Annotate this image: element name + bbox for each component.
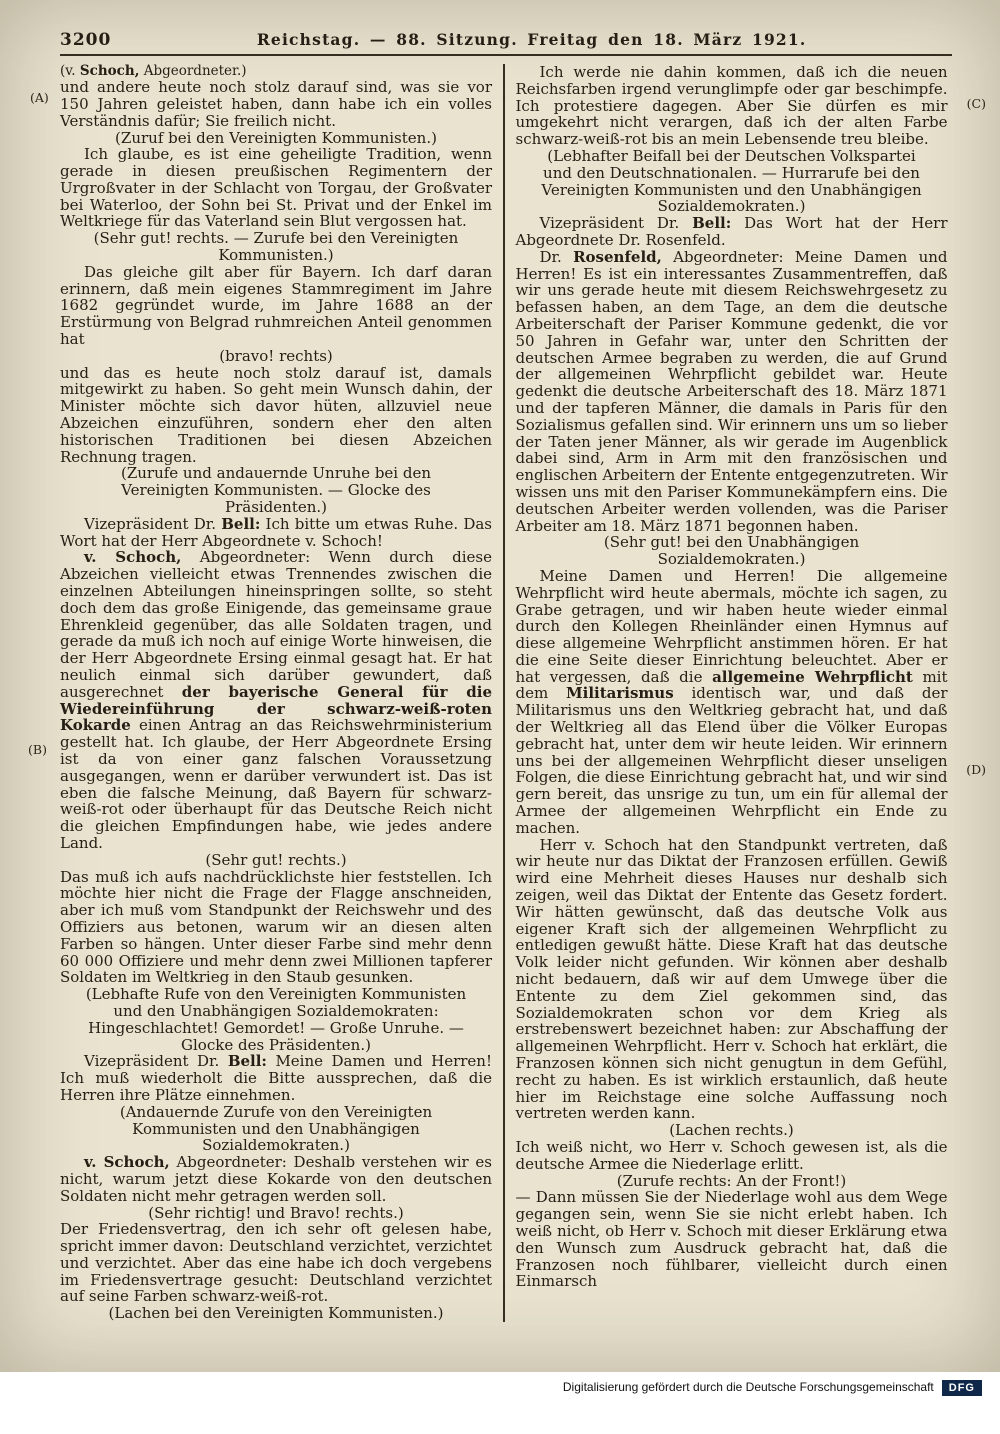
stage-direction: (Zurufe und andauernde Unruhe bei den Vereinigten Kommunisten. — Glocke des Präsidenten.) <box>120 464 432 517</box>
running-title: Reichstag. — 88. Sitzung. Freitag den 18. März 1921. <box>256 30 807 49</box>
speaker-paragraph: v. Schoch, Abgeordneter: Wenn durch diese Abzeichen vielleicht etwas Trennendes zwischen die einzelnen Abteilungen hineinspringen sollte, so steht doch dem das große Einigende, das gemeinsame graue Ehrenkleid gegenüber, das alle Soldaten tragen, und gerade da muß ich noch auf einige Worte hinweisen, die der Herr Abgeordnete Ersing einmal gesagt hat. Er hat neulich einmal sich darüber gewundert, daß ausgerechnet der bayerische General für die Wiedereinführung der schwarz-weiß-roten Kokarde einen Antrag an das Reichswehrministerium gestellt hat. Ich glaube, der Herr Abgeordnete Ersing ist da von einer ganz falschen Voraussetzung ausgegangen, wenn er darüber verwundert ist. Das ist eben die falsche Meinung, daß Bayern für schwarz-weiß-rot oder überhaupt für das Deutsche Reich nicht die gleichen Empfindungen habe, wie jedes andere Land. <box>60 548 492 852</box>
margin-marker-b: (B) <box>28 742 47 757</box>
column-divider <box>503 64 505 1322</box>
stage-direction: (Sehr richtig! und Bravo! rechts.) <box>148 1203 404 1222</box>
page-header <box>60 30 952 56</box>
stage-direction: (Lachen rechts.) <box>669 1121 794 1140</box>
text-columns <box>60 64 952 1322</box>
stage-direction: (Zurufe rechts: An der Front!) <box>616 1171 847 1190</box>
digitization-footer <box>0 1372 1000 1434</box>
left-column <box>60 64 492 1322</box>
paragraph: Meine Damen und Herren! Die allgemeine Wehrpflicht wird heute abermals, möchte ich sagen, zu Grabe getragen, und wir haben heute wieder einmal durch den Kollegen Rheinländer einen Hymnus auf diese allgemeine Wehrpflicht anstimmen hören. Er hat die eine Seite dieser Einrichtung beleuchtet. Aber er hat vergessen, daß die allgemeine Wehrpflicht mit dem Militarismus identisch war, und daß der Militarismus uns den Weltkrieg gebracht hat, und daß der Weltkrieg all das Elend über die Völker Europas gebracht hat, unter dem wir heute leiden. Wir erinnern uns bei der allgemeinen Wehrpflicht dieser unseligen Folgen, die diese Einrichtung gebracht hat, und wir sind gern bereit, das unsrige zu tun, um ein für allemal der Armee der allgemeinen Wehrpflicht ein Ende zu machen. <box>515 566 948 837</box>
stage-direction: (Sehr gut! rechts.) <box>205 850 347 869</box>
paragraph: Ich werde nie dahin kommen, daß ich die neuen Reichsfarben irgend verunglimpfe oder gar beschimpfe. Ich protestiere dagegen. Aber Sie dürfen es mir umgekehrt nicht verargen, daß ich der alten Farbe schwarz-weiß-rot bis an mein Lebensende treu bleibe. <box>515 63 948 149</box>
margin-marker-a: (A) <box>30 90 49 105</box>
paragraph: Herr v. Schoch hat den Standpunkt vertreten, daß wir heute nur das Diktat der Franzosen erfüllen. Gewiß wird eine Mehrheit dieses Hauses nur deshalb sich zeigen, weil das Diktat der Entente das Gesetz fordert. Wir hätten gewünscht, daß das deutsche Volk aus eigener Kraft sich der allgemeinen Wehrpflicht zu entledigen gewußt hätte. Diese Kraft hat das deutsche Volk leider nicht gefunden. Wir können aber deshalb nicht bedauern, daß wir auf dem Umwege über die Entente zu dem Ziel gekommen sind, das Sozialdemokraten schon vor dem Krieg als erstrebenswert bezeichnet haben: zur Abschaffung der allgemeinen Wehrpflicht. Herr v. Schoch hat erklärt, die Franzosen können sich nicht genugtun in dem Gefühl, recht zu haben. Es ist wirklich erstaunlich, daß heute hier im Reichstage eine solche Auffassung noch vertreten werden kann. <box>515 835 948 1123</box>
paragraph: Das muß ich aufs nachdrücklichste hier feststellen. Ich möchte hier nicht die Frage der Flagge anschneiden, aber ich muß vom Standpunkt der Reichswehr und des Offiziers aus betonen, warum wir an diesen alten Farben so hängen. Unter dieser Farbe sind mehr denn 60 000 Offiziere und mehr denn zwei Millionen tapferer Soldaten im Weltkrieg in den Staub gesunken. <box>60 867 492 987</box>
speaker-paragraph: Vizepräsident Dr. Bell: Das Wort hat der Herr Abgeordnete Dr. Rosenfeld. <box>515 214 948 249</box>
right-column <box>516 64 948 1322</box>
dfg-logo: DFG <box>942 1380 982 1396</box>
continuation-note: (v. Schoch, Abgeordneter.) <box>60 63 247 79</box>
margin-marker-d: (D) <box>966 762 986 777</box>
paragraph: Ich weiß nicht, wo Herr v. Schoch gewesen ist, als die deutsche Armee die Niederlage erlitt. <box>515 1138 948 1173</box>
paragraph: und das es heute noch stolz darauf ist, damals mitgewirkt zu haben. So geht mein Wunsch dahin, der Minister möchte sich davor hüten, allzuviel neue Abzeichen einzuführen, sondern eher den alten historischen Traditionen bei diesen Abzeichen Rechnung tragen. <box>60 363 492 466</box>
page-number: 3200 <box>60 30 112 50</box>
stage-direction: (Sehr gut! bei den Unabhängigen Sozialdemokraten.) <box>603 533 860 569</box>
stage-direction: (Sehr gut! rechts. — Zurufe bei den Vereinigten Kommunisten.) <box>93 229 459 265</box>
paragraph: und andere heute noch stolz darauf sind, was sie vor 150 Jahren geleistet haben, dann habe ich ein volles Verständnis dafür; Sie freilich nicht. <box>60 78 492 130</box>
speaker-paragraph: Vizepräsident Dr. Bell: Meine Damen und Herren! Ich muß wiederholt die Bitte aussprechen, daß die Herren ihre Plätze einnehmen. <box>60 1052 492 1104</box>
stage-direction: (Andauernde Zurufe von den Vereinigten Kommunisten und den Unabhängigen Sozialdemokraten.) <box>119 1102 433 1155</box>
footer-credit: Digitalisierung gefördert durch die Deutsche Forschungsgemeinschaft <box>562 1380 934 1394</box>
speaker-paragraph: v. Schoch, Abgeordneter: Deshalb verstehen wir es nicht, warum jetzt diese Kokarde von den deutschen Soldaten nicht mehr getragen werden soll. <box>60 1153 492 1205</box>
paragraph: — Dann müssen Sie der Niederlage wohl aus dem Wege gegangen sein, wenn Sie sie nicht erlebt haben. Ich weiß nicht, ob Herr v. Schoch mit dieser Erklärung etwa den Wunsch zum Ausdruck gebracht hat, daß die Franzosen noch fühlbarer, vielleicht durch einen Einmarsch <box>515 1188 948 1291</box>
stage-direction: (Lachen bei den Vereinigten Kommunisten.) <box>108 1304 444 1323</box>
speaker-paragraph: Dr. Rosenfeld, Abgeordneter: Meine Damen und Herren! Es ist ein interessantes Zusammentreffen, daß wir uns gerade heute mit diesem Reichswehrgesetz zu befassen haben, an dem Tage, an dem die deutsche Arbeiterschaft der Pariser Kommune gedenkt, die vor 50 Jahren in Gefahr war, unter den Schritten der deutschen Armee begraben zu werden, die auf Grund der allgemeinen Wehrpflicht gebildet war. Heute gedenkt die deutsche Arbeiterschaft des 18. März 1871 und der tapferen Männer, die damals in Paris für den Sozialismus gefallen sind. Wir erinnern uns um so lieber der Taten jener Männer, als wir gerade im Augenblick dabei sind, Arm in Arm mit den französischen und englischen Arbeitern der Entente entgegenzutreten. Wir wissen uns mit den Pariser Kommunekämpfern eins. Die deutschen Arbeiter werden vollenden, was die Pariser Arbeiter am 18. März 1871 begonnen haben. <box>515 247 948 535</box>
paragraph: Ich glaube, es ist eine geheiligte Tradition, wenn gerade in diesen preußischen Regimentern der Urgroßvater in der Schlacht von Torgau, der Großvater bei Waterloo, der Sohn bei St. Privat und der Enkel im Weltkriege für das Vaterland sein Blut vergossen hat. <box>60 145 492 231</box>
paragraph: Der Friedensvertrag, den ich sehr oft gelesen habe, spricht immer davon: Deutschland verzichtet, verzichtet und verzichtet. Aber das eine habe ich doch vergebens im Friedensvertrage gesucht: Deutschland verzichtet auf seine Farben schwarz-weiß-rot. <box>60 1220 492 1306</box>
speaker-paragraph: Vizepräsident Dr. Bell: Ich bitte um etwas Ruhe. Das Wort hat der Herr Abgeordnete v. Schoch! <box>60 514 492 550</box>
stage-direction: (Zuruf bei den Vereinigten Kommunisten.) <box>115 128 437 147</box>
stage-direction: (Lebhafter Beifall bei der Deutschen Volkspartei und den Deutschnationalen. — Hurrarufe bei den Vereinigten Kommunisten und den Unabhängigen Sozialdemokraten.) <box>541 146 922 216</box>
paragraph: Das gleiche gilt aber für Bayern. Ich darf daran erinnern, daß mein eigenes Stammregiment im Jahre 1682 gegründet wurde, im Jahre 1688 an der Erstürmung von Belgrad ruhmreichen Anteil genommen hat <box>60 262 492 349</box>
margin-marker-c: (C) <box>966 96 986 111</box>
stage-direction: (bravo! rechts) <box>219 346 333 365</box>
stage-direction: (Lebhafte Rufe von den Vereinigten Kommunisten und den Unabhängigen Sozialdemokraten: Hingeschlachtet! Gemordet! — Große Unruhe. — Glocke des Präsidenten.) <box>85 985 467 1054</box>
